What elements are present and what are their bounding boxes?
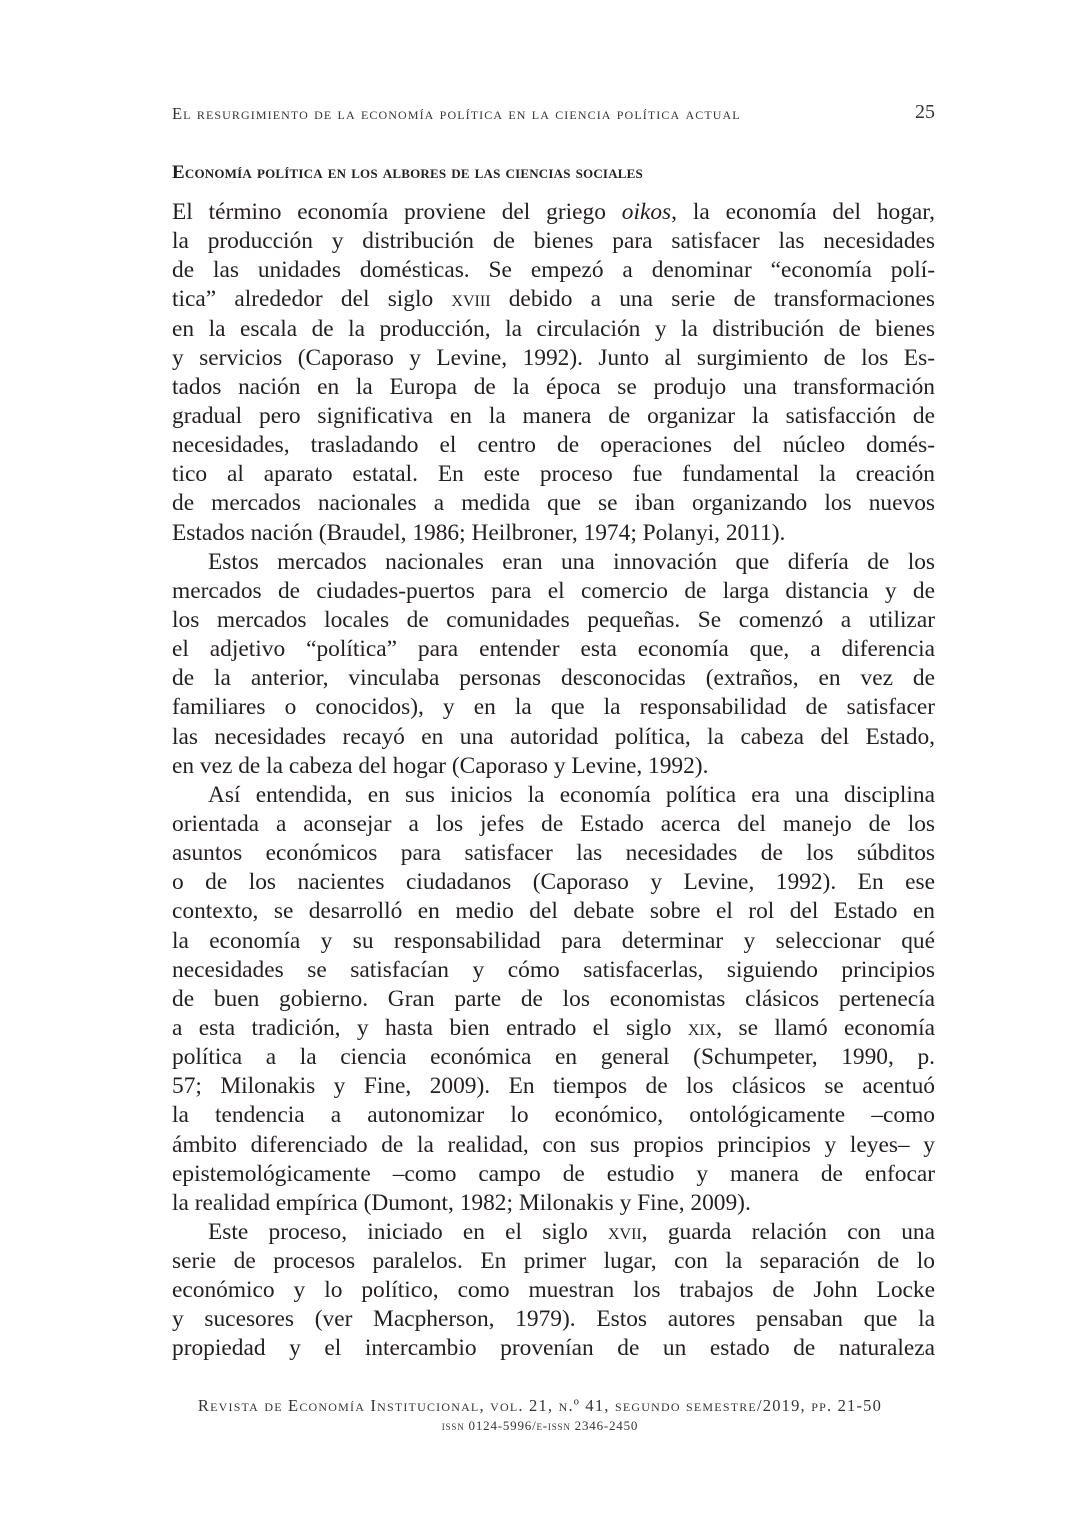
footer-issn: issn 0124-5996/e-issn 2346-2450 [441, 1418, 639, 1433]
text-line: la economía y su responsabilidad para determinar y seleccionar qué [172, 927, 935, 954]
century-numeral: xvii [607, 1218, 642, 1245]
text-line: 57; Milonakis y Fine, 2009). En tiempos de los clásicos se acentuó [172, 1073, 935, 1100]
body-text [172, 198, 935, 1364]
text-line: de la anterior, vinculaba personas desconocidas (extraños, en vez de [172, 665, 935, 692]
paragraph [172, 781, 935, 1218]
text-line: de las unidades domésticas. Se empezó a denominar “economía polí- [172, 257, 935, 284]
text-line: la tendencia a autonomizar lo económico, ontológicamente –como [172, 1102, 935, 1129]
text-line: o de los nacientes ciudadanos (Caporaso y Levine, 1992). En ese [172, 869, 935, 896]
text-line: epistemológicamente –como campo de estudio y manera de enfocar [172, 1160, 935, 1187]
text-line: política a la ciencia económica en general (Schumpeter, 1990, p. [172, 1044, 935, 1071]
paragraph [172, 548, 935, 781]
text-line: serie de procesos paralelos. En primer lugar, con la separación de lo [172, 1248, 935, 1275]
text-line: de buen gobierno. Gran parte de los economistas clásicos pertenecía [172, 985, 935, 1012]
text-line: el adjetivo “política” para entender esta economía que, a diferencia [172, 636, 935, 663]
text-line: las necesidades recayó en una autoridad política, la cabeza del Estado, [172, 723, 935, 750]
century-numeral: xix [687, 1014, 717, 1041]
text-line: tados nación en la Europa de la época se produjo una transformación [172, 373, 935, 400]
text-line: contexto, se desarrolló en medio del debate sobre el rol del Estado en [172, 898, 935, 925]
text-line: Estos mercados nacionales eran una innovación que difería de los [208, 548, 935, 575]
text-line: y sucesores (ver Macpherson, 1979). Estos autores pensaban que la [172, 1306, 935, 1333]
page-number: 25 [915, 101, 935, 123]
text-line: tico al aparato estatal. En este proceso fue fundamental la creación [172, 461, 935, 488]
text-segment: , la economía del hogar, [671, 199, 935, 225]
text-line: Así entendida, en sus inicios la economía política era una disciplina [208, 781, 935, 808]
text-line: orientada a aconsejar a los jefes de Estado acerca del manejo de los [172, 810, 935, 837]
text-line: ámbito diferenciado de la realidad, con sus propios principios y leyes– y [172, 1131, 935, 1158]
paragraph [172, 198, 935, 548]
text-line: en la escala de la producción, la circulación y la distribución de bienes [172, 315, 935, 342]
text-line: en vez de la cabeza del hogar (Caporaso y Levine, 1992). [172, 752, 709, 779]
century-numeral: xviii [451, 286, 491, 313]
text-line: asuntos económicos para satisfacer las necesidades de los súbditos [172, 840, 935, 867]
text-line: y servicios (Caporaso y Levine, 1992). Junto al surgimiento de los Es- [172, 344, 935, 371]
text-segment: , se llamó economía [716, 1014, 935, 1041]
text-line: gradual pero significativa en la manera de organizar la satisfacción de [172, 402, 935, 429]
text-segment: tica” alrededor del siglo [172, 286, 452, 313]
text-line [172, 285, 935, 314]
section-title: Economía política en los albores de las ciencias sociales [172, 162, 643, 183]
text-line: la producción y distribución de bienes para satisfacer las necesidades [172, 228, 935, 255]
text-line: mercados de ciudades-puertos para el comercio de larga distancia y de [172, 577, 935, 604]
text-line [172, 198, 935, 227]
footer-journal-citation: Revista de Economía Institucional, vol. 21, n.º 41, segundo semestre/2019, pp. 21-50 [197, 1396, 883, 1415]
text-line: necesidades, trasladando el centro de operaciones del núcleo domés- [172, 432, 935, 459]
text-segment: , guarda relación con una [641, 1218, 935, 1245]
text-line [172, 1014, 935, 1043]
text-line: económico y lo político, como muestran los trabajos de John Locke [172, 1277, 935, 1304]
text-segment: debido a una serie de transformaciones [490, 286, 935, 313]
text-line: la realidad empírica (Dumont, 1982; Milonakis y Fine, 2009). [172, 1189, 751, 1216]
text-segment: Este proceso, iniciado en el siglo [208, 1218, 608, 1245]
text-segment: El término economía proviene del griego [172, 199, 622, 225]
running-head-title: El resurgimiento de la economía política en la ciencia política actual [172, 104, 741, 123]
text-line: de mercados nacionales a medida que se iban organizando los nuevos [172, 490, 935, 517]
paragraph [172, 1218, 935, 1364]
text-segment: a esta tradición, y hasta bien entrado el siglo [172, 1014, 688, 1041]
text-line: Estados nación (Braudel, 1986; Heilbroner, 1974; Polanyi, 2011). [172, 519, 786, 546]
text-line: necesidades se satisfacían y cómo satisfacerlas, siguiendo principios [172, 956, 935, 983]
text-line: propiedad y el intercambio provenían de un estado de naturaleza [172, 1335, 935, 1362]
italic-term: oikos [621, 199, 672, 225]
text-line [172, 1218, 935, 1247]
running-head [172, 101, 935, 128]
text-line: familiares o conocidos), y en la que la responsabilidad de satisfacer [172, 694, 935, 721]
text-line: los mercados locales de comunidades pequeñas. Se comenzó a utilizar [172, 606, 935, 633]
